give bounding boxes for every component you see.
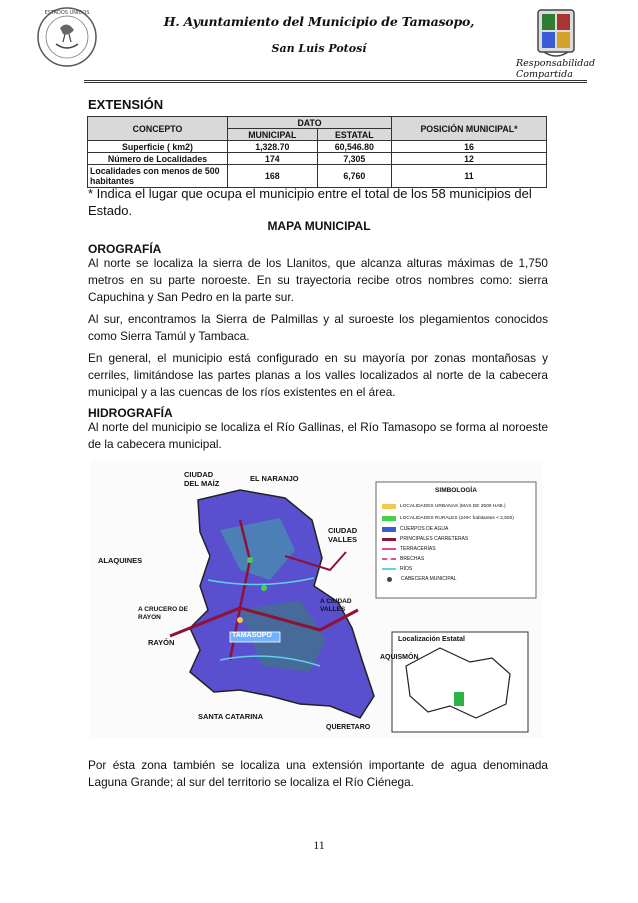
- cell-posicion: 12: [392, 153, 547, 165]
- extension-note: * Indica el lugar que ocupa el municipio entre el total de los 58 municipios del Estado.: [88, 186, 532, 218]
- legend-swatch: [382, 527, 396, 532]
- cell-municipal: 1,328.70: [228, 141, 318, 153]
- legend-item: [382, 534, 532, 544]
- legend-item: [382, 574, 532, 584]
- cell-posicion: 16: [392, 141, 547, 153]
- cell-estatal: 7,305: [317, 153, 391, 165]
- cell-concepto: Número de Localidades: [88, 153, 228, 165]
- legend-item-label: TERRACERÍAS: [400, 546, 436, 552]
- col-header-concepto: CONCEPTO: [88, 117, 228, 141]
- col-header-estatal: ESTATAL: [317, 129, 391, 141]
- legend-swatch: [387, 577, 392, 582]
- header-subtitle: San Luis Potosí: [271, 42, 367, 55]
- legend-item-label: LOCALIDADES RURALES (249< habitantes < 2,500): [400, 515, 514, 521]
- map-label-ciudad-valles: CIUDAD VALLES: [328, 526, 358, 544]
- table-row: [88, 153, 547, 165]
- town-marker: [261, 585, 267, 591]
- section-title-extension: EXTENSIÓN: [88, 97, 164, 112]
- legend-item: [382, 512, 532, 524]
- col-header-dato: DATO: [228, 117, 392, 129]
- map-label-a-ciudad-valles: A CIUDAD VALLES: [320, 598, 352, 613]
- orografia-paragraph-2: Al sur, encontramos la Sierra de Palmillas y al suroeste los plegamientos conocidos como Sierra Tamúl y Tambaca.: [88, 312, 548, 343]
- map-label-alaquines: ALAQUINES: [98, 556, 143, 565]
- legend-item: [382, 524, 532, 534]
- cell-concepto: Localidades con menos de 500 habitantes: [88, 165, 228, 188]
- legend-item: [382, 554, 532, 564]
- header-title: H. Ayuntamiento del Municipio de Tamasopo,: [163, 14, 475, 29]
- cell-concepto: Superficie ( km2): [88, 141, 228, 153]
- map-label-aquismon: AQUISMÓN: [380, 654, 419, 661]
- legend-item-label: LOCALIDADES URBANAS (MAS DE 2500 HAB.): [400, 503, 506, 509]
- map-label-queretaro: QUERETARO: [326, 724, 371, 731]
- town-marker: [237, 617, 243, 623]
- col-header-posicion: POSICIÓN MUNICIPAL*: [392, 117, 547, 141]
- legend-item: [382, 564, 532, 574]
- map-label-rayon: RAYÓN: [148, 638, 175, 647]
- legend-item-label: RÍOS: [400, 566, 413, 572]
- legend-swatch: [382, 504, 396, 509]
- table-row: [88, 141, 547, 153]
- legend-swatch: [382, 516, 396, 521]
- map-label-tamasopo: TAMASOPO: [232, 632, 272, 639]
- municipal-map: [90, 460, 543, 738]
- section-title-orografia: OROGRAFÍA: [88, 242, 162, 256]
- svg-text:ESTADOS UNIDOS: ESTADOS UNIDOS: [44, 10, 90, 16]
- orografia-paragraph-3: En general, el municipio está configurado en su mayoría por zonas montañosas y cerriles, limitándose las partes planas a los valles localizados al norte de la cabecera municipal y a las cuencas de los ríos existentes en el área.: [88, 351, 548, 399]
- town-marker: [247, 557, 253, 563]
- legend-item-label: PRINCIPALES CARRETERAS: [400, 536, 469, 542]
- municipality-location-marker: [454, 692, 464, 706]
- col-header-municipal: MUNICIPAL: [228, 129, 318, 141]
- map-label-crucero-rayon: A CRUCERO DE RAYON: [138, 606, 188, 621]
- header-divider: [84, 80, 587, 83]
- map-section-title: MAPA MUNICIPAL: [267, 219, 371, 233]
- map-label-santa-catarina: SANTA CATARINA: [198, 712, 264, 721]
- legend-swatch: [382, 538, 396, 541]
- hidrografia-paragraph-1: Al norte del municipio se localiza el Río Gallinas, el Río Tamasopo se forma al noroeste de la cabecera municipal.: [88, 420, 548, 451]
- legend-swatch: [382, 558, 396, 560]
- map-label-el-naranjo: EL NARANJO: [250, 474, 299, 483]
- cell-municipal: 168: [228, 165, 318, 188]
- cell-municipal: 174: [228, 153, 318, 165]
- legend-item: [382, 544, 532, 554]
- extension-table: [87, 116, 547, 188]
- cell-estatal: 60,546.80: [317, 141, 391, 153]
- section-title-hidrografia: HIDROGRAFÍA: [88, 406, 173, 420]
- orografia-paragraph-1: Al norte se localiza la sierra de los Llanitos, que alcanza alturas máximas de 1,750 metros en su parte noroeste. En su trayectoria recibe otros nombres como: sierra Capuchina y San Pedro en la parte sur.: [88, 256, 548, 304]
- cell-posicion: 11: [392, 165, 547, 188]
- legend-item-label: CABECERA MUNICIPAL: [401, 576, 457, 582]
- legend-swatch: [382, 568, 396, 570]
- map-legend-list: [382, 500, 532, 584]
- map-label-ciudad-maiz: CIUDAD DEL MAÍZ: [184, 470, 220, 488]
- municipal-crest-icon: [536, 8, 576, 60]
- legend-item-label: BRECHAS: [400, 556, 425, 562]
- legend-swatch: [382, 548, 396, 550]
- legend-item: [382, 500, 532, 512]
- header-motto: Responsabilidad Compartida: [516, 58, 596, 80]
- cell-estatal: 6,760: [317, 165, 391, 188]
- inset-map-title: Localización Estatal: [398, 636, 465, 643]
- map-legend-title: SIMBOLOGÍA: [435, 487, 477, 494]
- page-number: 11: [313, 838, 325, 852]
- hidrografia-paragraph-2: Por ésta zona también se localiza una extensión importante de agua denominada Laguna Grande; al sur del territorio se localiza el Río Ciénega.: [88, 758, 548, 789]
- legend-item-label: CUERPOS DE AGUA: [400, 526, 449, 532]
